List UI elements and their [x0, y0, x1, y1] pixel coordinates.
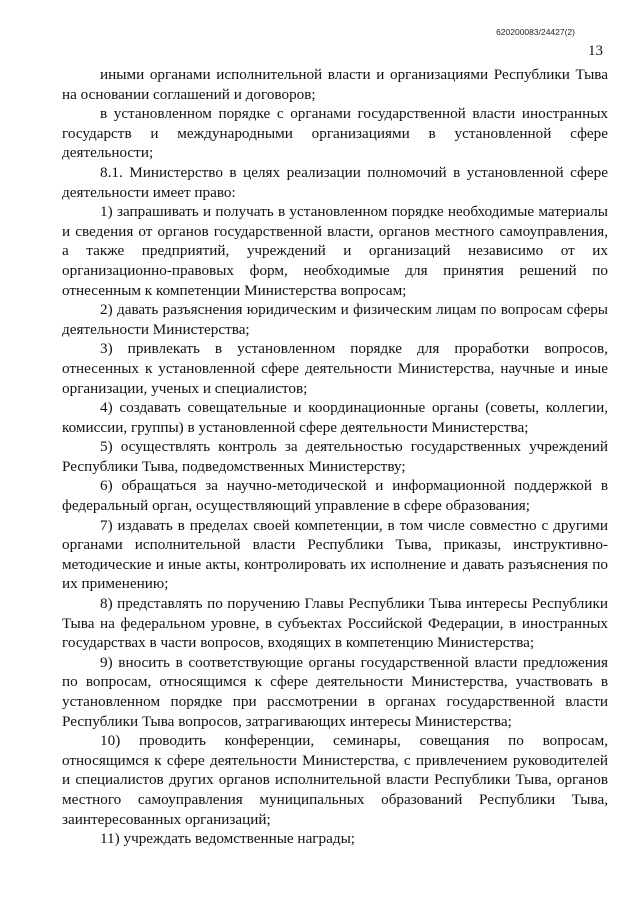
paragraph-right-9: 9) вносить в соответствующие органы государственной власти предложения по вопросам, относящимся к сфере деятельности Министерства, участвовать в установленном порядке при рассмотрении в органах государственной власти Республики Тыва вопросов, затрагивающих интересы Министерства; [62, 653, 608, 730]
paragraph-right-6: 6) обращаться за научно-методической и информационной поддержкой в федеральный орган, осуществляющий управление в сфере образования; [62, 477, 608, 515]
paragraph-right-2: 2) давать разъяснения юридическим и физическим лицам по вопросам сферы деятельности Министерства; [62, 301, 608, 338]
paragraph-right-8: 8) представлять по поручению Главы Республики Тыва интересы Республики Тыва на федеральном уровне, в субъектах Российской Федерации, в иностранных государствах в части вопросов, входящих в компетенцию Министерства; [62, 595, 608, 652]
paragraph-foreign-cooperation: в установленном порядке с органами государственной власти иностранных государств и международными организациями в установленной сфере деятельности; [62, 105, 608, 162]
paragraph-8-1-rights-intro: 8.1. Министерство в целях реализации полномочий в установленной сфере деятельности имеет право: [62, 163, 608, 201]
paragraph-right-1: 1) запрашивать и получать в установленном порядке необходимые материалы и сведения от органов государственной власти, органов местного самоуправления, а также предприятий, учреждений и организаций независимо от их организационно-правовых форм, необходимые для принятия решений по отнесенным к компетенции Министерства вопросам; [62, 203, 608, 299]
paragraph-right-3: 3) привлекать в установленном порядке для проработки вопросов, отнесенных к установленной сфере деятельности Министерства, научные и иные организации, ученых и специалистов; [62, 340, 608, 397]
page-number: 13 [588, 43, 603, 59]
paragraph-right-7: 7) издавать в пределах своей компетенции, в том числе совместно с другими органами исполнительной власти Республики Тыва, приказы, инструктивно-методические и иные акты, контролировать их исполнение и давать разъяснения по их применению; [62, 516, 608, 593]
document-body [62, 65, 608, 849]
paragraph-continuation: иными органами исполнительной власти и организациями Республики Тыва на основании соглашений и договоров; [62, 66, 608, 103]
paragraph-right-5: 5) осуществлять контроль за деятельностью государственных учреждений Республики Тыва, подведомственных Министерству; [62, 438, 608, 475]
paragraph-right-11: 11) учреждать ведомственные награды; [100, 830, 356, 848]
document-code: 620200083/24427(2) [496, 27, 575, 37]
paragraph-right-10: 10) проводить конференции, семинары, совещания по вопросам, относящимся к сфере деятельности Министерства, с привлечением руководителей и специалистов других органов исполнительной власти Республики Тыва, органов местного самоуправления муниципальных образований Республики Тыва, заинтересованных организаций; [62, 732, 608, 828]
paragraph-right-4: 4) создавать совещательные и координационные органы (советы, коллегии, комиссии, группы) в установленной сфере деятельности Министерства; [62, 399, 608, 436]
